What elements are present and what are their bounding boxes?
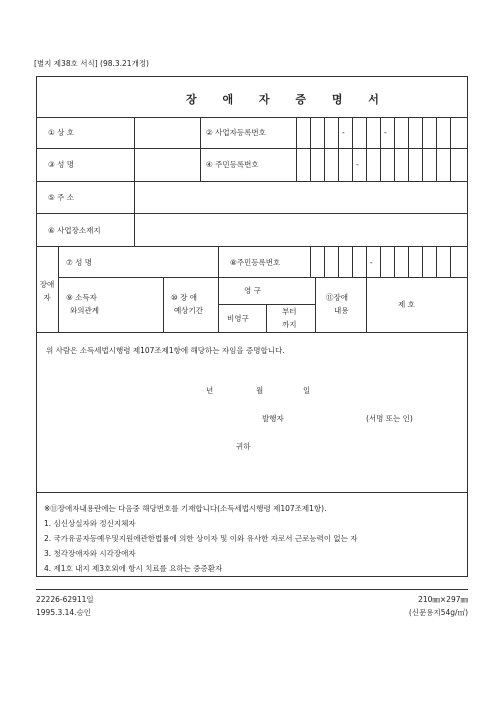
cell-divider [310,148,311,181]
business-name-label: ① 상 호 [48,128,74,137]
cell-divider [436,148,437,181]
cell-divider [408,148,409,181]
cell-divider [436,246,437,277]
note-item: 4. 제1호 내지 제3호외에 항시 치료를 요하는 중증환자 [44,564,223,573]
cell-divider [408,117,409,148]
row-divider [36,117,468,118]
cell-divider [338,117,339,148]
cell-divider [352,148,353,181]
cell-divider [366,246,367,277]
cell-divider [324,117,325,148]
cell-divider [408,246,409,277]
issue-number-label: 제 호 [398,300,415,309]
col-divider [58,246,59,332]
note-item: 1. 심신상실자와 정신지체자 [44,519,136,528]
cell-divider [422,246,423,277]
cell-divider [450,246,451,277]
cell-divider [324,246,325,277]
footer-divider [36,589,468,590]
cell-divider [352,246,353,277]
certification-statement: 위 사람은 소득세법시행령 제107조제1항에 해당하는 자임을 증명합니다. [46,346,285,355]
signature-label: (서명 또는 인) [366,414,413,423]
note-item: 3. 청각장애자와 시각장애자 [44,549,136,558]
disabled-name-label: ⑦ 성 명 [66,258,92,267]
row-divider [36,181,468,182]
cell-divider [366,117,367,148]
row-divider [58,277,468,278]
location-label: ⑥ 사업장소재지 [48,226,101,235]
address-label: ⑤ 주 소 [48,193,74,202]
date-day: 일 [303,386,311,395]
relation-label: ⑨ 소득자 [66,293,97,302]
row-divider [36,148,468,149]
cell-divider [380,117,381,148]
approval-date: 1995.3.14.승인 [36,608,92,617]
col-divider [266,304,267,332]
cell-divider [436,117,437,148]
cell-divider [366,148,367,181]
row-divider [36,213,468,214]
col-divider [134,117,135,246]
paper-type: (신문용지54g/㎡) [408,608,468,617]
form-number: [별지 제38호 서식] (98.3.21개정) [34,59,149,68]
period-label: ⑩ 장 애 [171,293,197,302]
disabled-resident-label: ⑧주민등록번호 [230,258,281,267]
cell-divider [422,148,423,181]
paper-size: 210㎜×297㎜ [418,595,468,604]
row-divider [36,246,468,247]
period-label-2: 예상기간 [174,306,203,315]
cell-divider [338,246,339,277]
reg-dash: - [384,128,387,137]
non-permanent-label: 비영구 [227,314,249,323]
col-divider [163,277,164,332]
disabled-resident-dash: - [370,258,373,267]
cell-divider [380,246,381,277]
col-divider [218,246,219,332]
note-item: 2. 국가유공자등예우및지원에관한법률에 의한 상이자 및 이와 유사한 자로서 근로능력이 없는 자 [44,534,358,543]
cell-divider [310,117,311,148]
reg-dash: - [342,128,345,137]
form-code: 22226-62911일 [36,595,94,604]
col-divider [315,277,316,332]
date-year: 년 [206,386,214,395]
cell-divider [450,117,451,148]
disabled-side-label: 장애자 [39,280,55,302]
issuer-label: 발행자 [262,414,284,423]
cell-divider [450,148,451,181]
disability-content-label: ⑪장애 [326,293,348,302]
cell-divider [338,148,339,181]
cell-divider [394,148,395,181]
col-divider [296,117,297,181]
cell-divider [352,117,353,148]
cell-divider [422,117,423,148]
form-outer-border [36,76,468,577]
resident-no-label: ④ 주민등록번호 [206,160,259,169]
cell-divider [394,117,395,148]
representative-label: ③ 성 명 [48,160,74,169]
from-label: 부터 [282,307,297,316]
disability-content-label-2: 내용 [334,306,349,315]
resident-dash: - [356,160,359,169]
cell-divider [380,148,381,181]
row-divider [36,332,468,333]
cell-divider [394,246,395,277]
cell-divider [324,148,325,181]
relation-label-2: 와의관계 [70,306,99,315]
page-title: 장 애 자 증 명 서 [186,93,390,106]
date-month: 월 [256,386,264,395]
permanent-label: 영 구 [244,286,261,295]
col-divider [366,277,367,332]
cell-divider [310,246,311,277]
notes-intro: ※⑪장애자내용란에는 다음중 해당번호를 기재합니다(소득세법시행령 제107조제1항). [44,504,327,513]
until-label: 까지 [282,320,297,329]
recipient-label: 귀하 [236,442,251,451]
row-divider [36,492,468,493]
col-divider [200,117,201,181]
business-reg-label: ② 사업자등록번호 [206,128,266,137]
